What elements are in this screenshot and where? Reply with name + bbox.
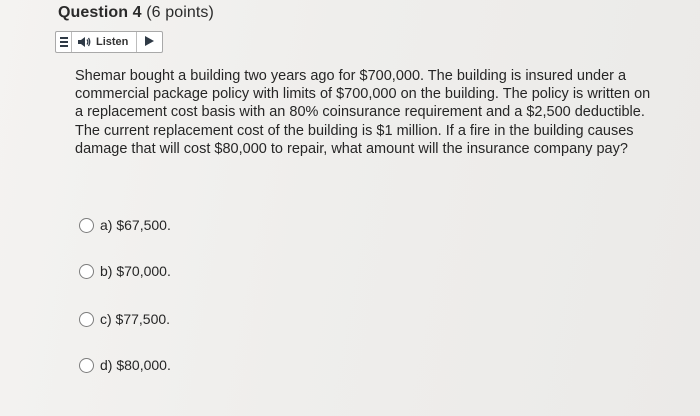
play-button[interactable] (137, 32, 162, 52)
option-d[interactable] (79, 357, 171, 373)
option-a[interactable] (79, 217, 171, 233)
option-c-label[interactable]: c) $77,500. (100, 311, 171, 327)
listen-button[interactable] (72, 32, 137, 52)
question-points: (6 points) (146, 4, 214, 21)
option-d-label[interactable]: d) $80,000. (100, 357, 171, 373)
listen-label: Listen (96, 36, 129, 48)
option-b[interactable] (79, 263, 171, 279)
option-a-label[interactable]: a) $67,500. (100, 217, 171, 233)
speaker-icon (77, 36, 91, 48)
question-number: Question 4 (58, 4, 142, 21)
menu-icon[interactable] (56, 32, 72, 52)
read-aloud-toolbar (55, 31, 163, 53)
option-c-radio[interactable] (79, 312, 94, 327)
question-text: Shemar bought a building two years ago for $700,000. The building is insured under a commercial package policy with limits of $700,000 on the building. The policy is written on a replacement cost basis with an 80% coinsurance requirement and a $2,500 deductible. The current replacement cost of the building is $1 million. If a fire in the building causes damage that will cost $80,000 to repair, what amount will the insurance company pay? (75, 68, 651, 157)
option-b-label[interactable]: b) $70,000. (100, 263, 171, 279)
option-a-radio[interactable] (79, 218, 94, 233)
option-d-radio[interactable] (79, 358, 94, 373)
option-c[interactable] (79, 311, 170, 327)
question-title (58, 4, 214, 22)
option-b-radio[interactable] (79, 264, 94, 279)
play-icon (145, 33, 154, 51)
